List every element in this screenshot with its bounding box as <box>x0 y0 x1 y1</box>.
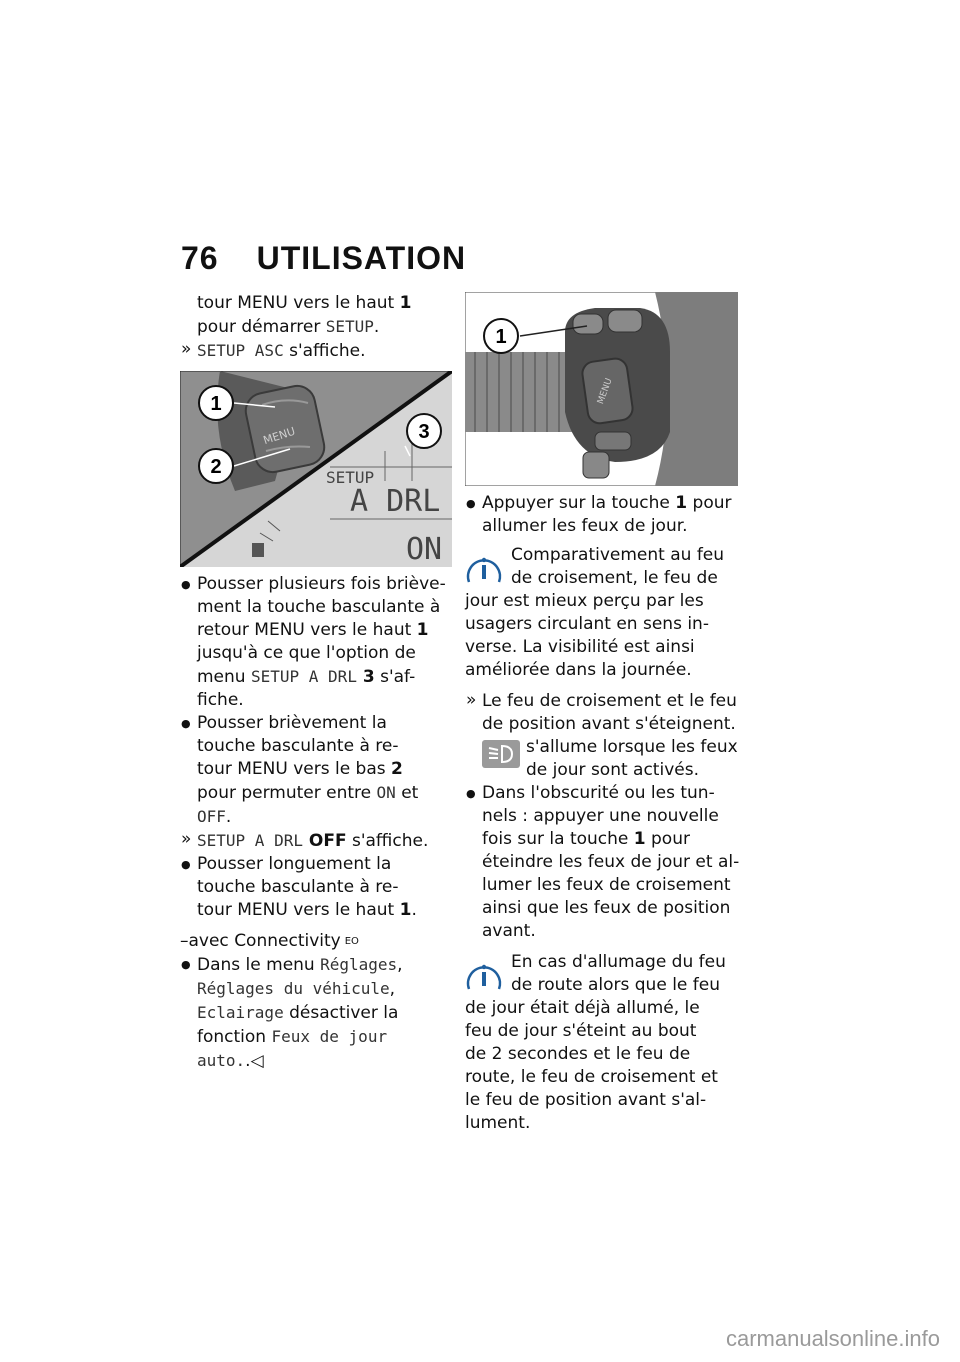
watermark: carmanualsonline.info <box>725 1326 940 1351</box>
result-line-3: » Le feu de croisement et le feu de position avant s'éteignent. s'allume lorsque les feux de jour sont activés. <box>465 690 740 782</box>
callout-1: 1 <box>210 393 222 415</box>
step-5: ● Appuyer sur la touche 1 pour allumer les feux de jour. <box>465 492 740 538</box>
step-6: ● Dans l'obscurité ou les tun- nels : appuyer une nouvelle fois sur la touche 1 pour éteindre les feux de jour et al- lumer les feux de croisement ainsi que les feux de position avant. <box>465 782 740 943</box>
page-header <box>181 240 466 277</box>
info-icon <box>465 955 503 993</box>
handlebar-switch-figure <box>465 292 738 486</box>
step-1: ● Pousser plusieurs fois briève- ment la touche basculante à retour MENU vers le haut 1 jusqu'à ce que l'option de menu SETUP A DRL 3 s'af- fiche. <box>180 573 452 712</box>
callout-right-1: 1 <box>495 326 507 348</box>
lcd-setup-text: SETUP <box>326 468 375 487</box>
step-4: ● Dans le menu Réglages, Réglages du véhicule, Eclairage désactiver la fonction Feux de jour auto..◁ <box>180 953 452 1073</box>
step-2: ● Pousser brièvement la touche basculante à re- tour MENU vers le bas 2 pour permuter entre ON et OFF. <box>180 712 452 829</box>
page-number: 76 <box>181 240 219 276</box>
menu-rocker-label: MENU <box>596 377 615 406</box>
handlebar-display-figure <box>180 371 452 567</box>
lcd-on-text: ON <box>406 532 443 567</box>
left-column <box>180 292 452 1073</box>
daytime-running-light-icon <box>482 740 520 768</box>
info-note-2: En cas d'allumage du feu de route alors que le feu de jour était déjà allumé, le feu de jour s'éteint au bout de 2 secondes et le feu de route, le feu de croisement et le feu de position avant s'al- lument. <box>465 952 726 1133</box>
lcd-drl-text: A DRL <box>350 484 441 519</box>
option-connectivity: –avec Connectivity $^{EO}$ <box>180 931 359 951</box>
intro-line-2: pour démarrer SETUP. <box>197 317 380 337</box>
result-line-2: » SETUP A DRL OFF s'affiche. <box>180 829 452 853</box>
result-line-1: » SETUP ASC s'affiche. <box>180 339 452 363</box>
info-note-1: Comparativement au feu de croisement, le feu de jour est mieux perçu par les usagers circulant en sens in- verse. La visibilité est ainsi améliorée dans la journée. <box>465 545 725 680</box>
menu-button-label: MENU <box>261 424 297 448</box>
intro-line-1: tour MENU vers le haut 1 <box>197 293 412 313</box>
callout-2: 2 <box>210 456 222 478</box>
callout-3: 3 <box>418 421 430 443</box>
right-column <box>465 292 740 1135</box>
info-icon <box>465 548 503 586</box>
step-3: ● Pousser longuement la touche basculante à re- tour MENU vers le haut 1. <box>180 853 452 922</box>
page-title: UTILISATION <box>256 240 467 276</box>
